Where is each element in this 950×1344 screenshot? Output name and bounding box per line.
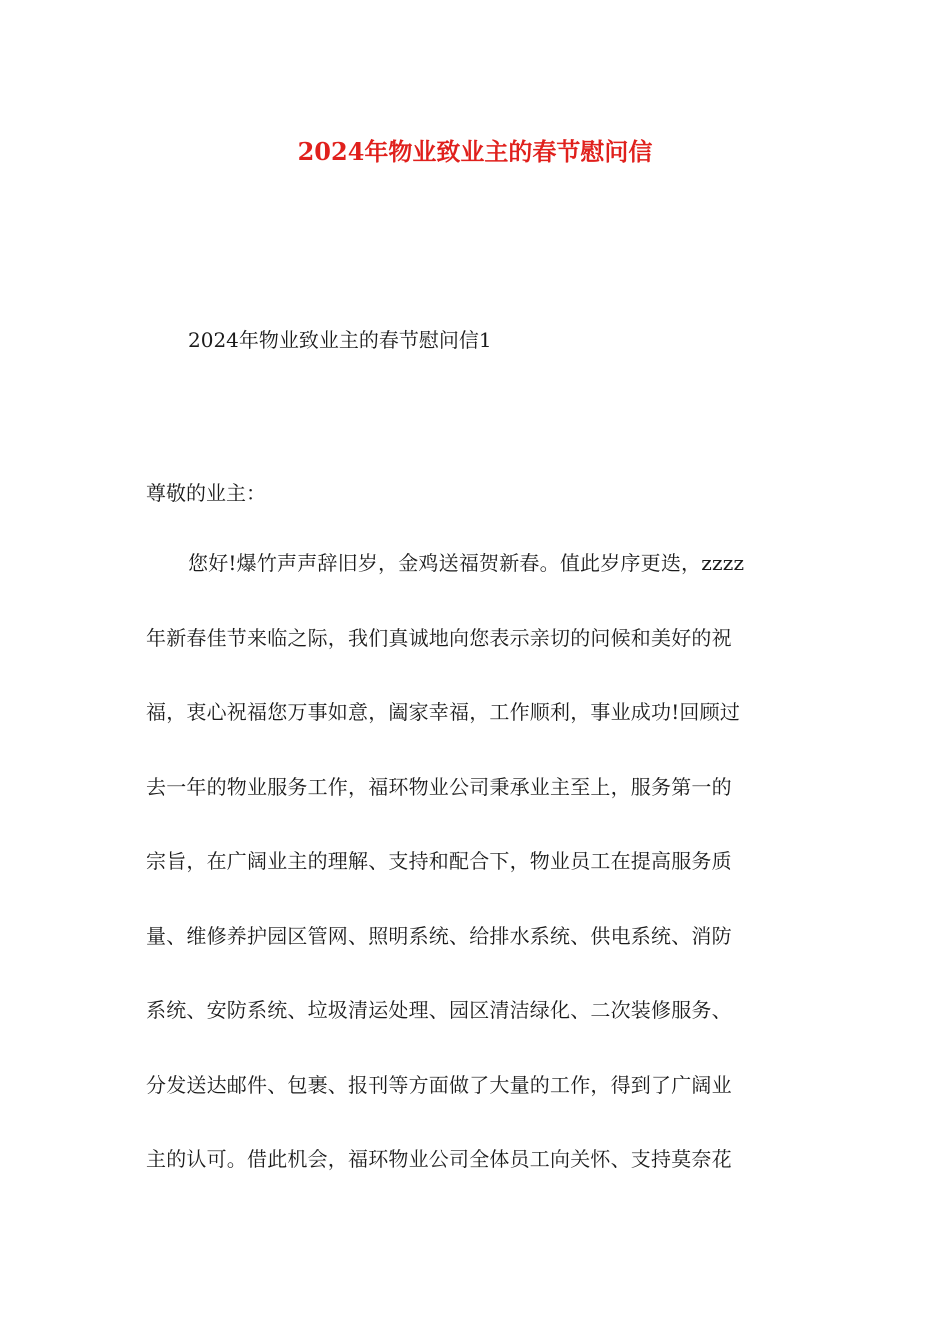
body-line: 宗旨，在广阔业主的理解、支持和配合下，物业员工在提高服务质 bbox=[146, 849, 732, 873]
body-line: 系统、安防系统、垃圾清运处理、园区清洁绿化、二次装修服务、 bbox=[146, 998, 732, 1022]
body-line: 量、维修养护园区管网、照明系统、给排水系统、供电系统、消防 bbox=[146, 923, 732, 948]
body-line: 去一年的物业服务工作，福环物业公司秉承业主至上，服务第一的 bbox=[146, 774, 732, 799]
letter-body bbox=[146, 545, 816, 1216]
body-line: 福，衷心祝福您万事如意，阖家幸福，工作顺利，事业成功!回顾过 bbox=[146, 700, 741, 724]
body-line: 年新春佳节来临之际，我们真诚地向您表示亲切的问候和美好的祝 bbox=[146, 625, 732, 650]
salutation: 尊敬的业主： bbox=[146, 481, 266, 505]
body-line: 主的认可。借此机会，福环物业公司全体员工向关怀、支持莫奈花 bbox=[146, 1147, 732, 1171]
document-title: 2024年物业致业主的春节慰问信 bbox=[297, 137, 653, 166]
body-line: 您好!爆竹声声辞旧岁，金鸡送福贺新春。值此岁序更迭，zzzz bbox=[188, 551, 745, 575]
body-line: 分发送达邮件、包裹、报刊等方面做了大量的工作，得到了广阔业 bbox=[146, 1072, 732, 1097]
document-subtitle: 2024年物业致业主的春节慰问信1 bbox=[188, 328, 492, 352]
